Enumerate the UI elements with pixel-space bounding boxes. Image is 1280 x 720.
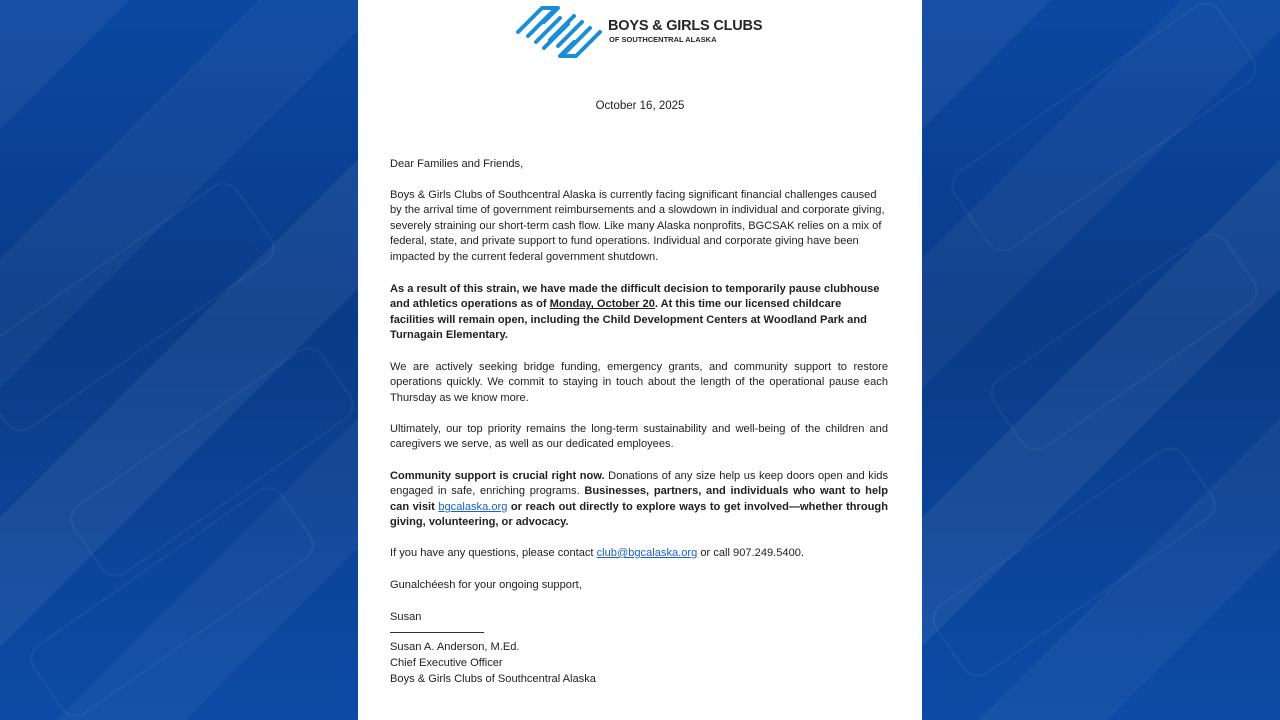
- interlocking-hands-icon: [514, 4, 604, 60]
- background-shape: [984, 226, 1265, 458]
- closing: Gunalchéesh for your ongoing support,: [390, 579, 582, 591]
- paragraph-2-text: As a result of this strain, we have made the difficult decision to temporarily pause clubhouse and athletics operations as of: [390, 283, 880, 311]
- paragraph-5-bold: or reach out directly to explore ways to get involved—whether through giving, volunteering, or advocacy.: [390, 500, 888, 529]
- salutation: Dear Families and Friends,: [390, 158, 524, 170]
- signature: Susan: [390, 611, 422, 623]
- paragraph-3: We are actively seeking bridge funding, emergency grants, and community support to restore operations quickly. We commit to staying in touch about the length of the operational pause each Thursday as we know more.: [390, 361, 888, 404]
- paragraph-5-bold: Community support is crucial right now.: [390, 470, 605, 482]
- email-link[interactable]: club@bgcalaska.org: [596, 547, 698, 559]
- background-right: [922, 0, 1280, 720]
- paragraph-4: Ultimately, our top priority remains the long-term sustainability and well-being of the children and caregivers we serve, as well as our dedicated employees.: [390, 423, 888, 451]
- signer-title: Chief Executive Officer: [390, 657, 503, 669]
- background-shape: [944, 0, 1263, 258]
- paragraph-6: [390, 546, 888, 561]
- paragraph-2: [390, 282, 888, 344]
- letter-page: [358, 0, 922, 720]
- letterhead-logo: [514, 4, 764, 60]
- paragraph-5: [390, 469, 888, 531]
- paragraph-5-text: Donations of any size help us keep doors open and kids engaged in safe, enriching programs.: [390, 470, 889, 498]
- paragraph-5-bold: Businesses, partners, and individuals who want to help can visit: [390, 485, 888, 513]
- signature-line: [390, 632, 484, 633]
- website-link[interactable]: bgcalaska.org: [438, 500, 508, 513]
- signer-org: Boys & Girls Clubs of Southcentral Alaska: [390, 673, 596, 685]
- org-subtitle: OF SOUTHCENTRAL ALASKA: [609, 35, 717, 44]
- letter-date: October 16, 2025: [595, 100, 685, 112]
- paragraph-1: Boys & Girls Clubs of Southcentral Alaska is currently facing significant financial challenges caused by the arrival time of government reimbursements and a slowdown in individual and corporate giving, severely straining our short-term cash flow. Like many Alaska nonprofits, BGCSAK relies on a mix of federal, state, and private support to fund operations. Individual and corporate giving have been impacted by the current federal government shutdown.: [390, 189, 885, 263]
- pause-date: Monday, October 20: [549, 298, 655, 311]
- background-left: [0, 0, 358, 720]
- signer-name: Susan A. Anderson, M.Ed.: [390, 641, 520, 653]
- paragraph-6-text: If you have any questions, please contact: [390, 547, 597, 559]
- background-shape: [925, 440, 1222, 683]
- paragraph-2-text: . At this time our licensed childcare facilities will remain open, including the Child Development Centers at Woodland Park and Turnagain Elementary.: [390, 298, 867, 342]
- paragraph-6-text: or call 907.249.5400.: [697, 547, 804, 559]
- org-name: BOYS & GIRLS CLUBS: [608, 18, 763, 34]
